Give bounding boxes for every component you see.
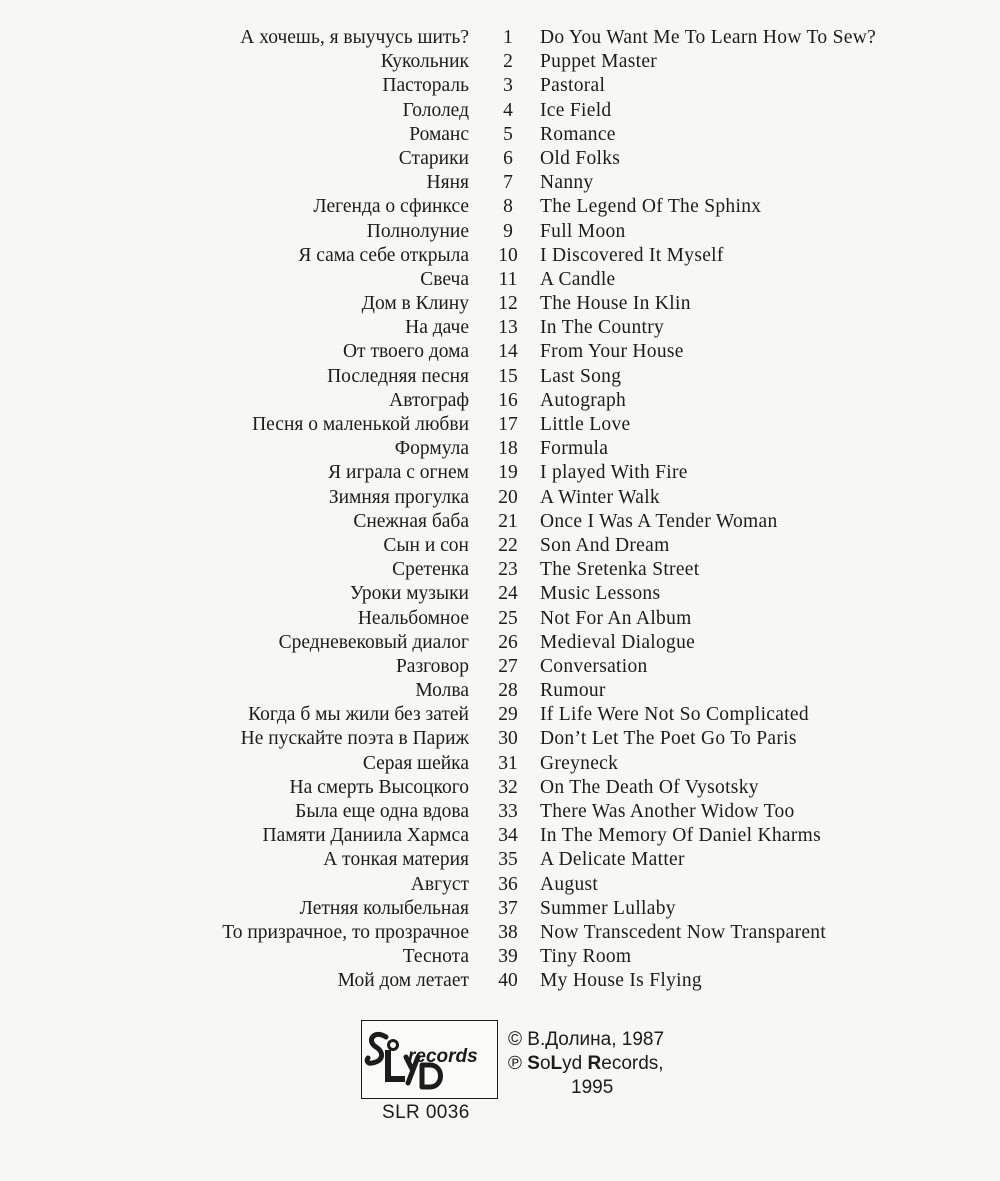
- track-row: [0, 824, 1000, 848]
- track-row: [0, 268, 1000, 292]
- track-title-en: A Delicate Matter: [540, 849, 685, 871]
- track-title-en: The Sretenka Street: [540, 559, 700, 581]
- track-title-ru: Уроки музыки: [349, 583, 469, 605]
- track-title-en: Son And Dream: [540, 534, 670, 556]
- track-title-ru: На смерть Высоцкого: [289, 776, 469, 798]
- track-title-en: August: [540, 873, 599, 895]
- track-title-ru: Сын и сон: [383, 534, 469, 556]
- track-number: 35: [498, 849, 518, 871]
- track-row: [0, 74, 1000, 98]
- solyd-logo-graphic: [362, 1021, 496, 1097]
- track-title-en: Last Song: [540, 365, 622, 387]
- track-title-ru: На даче: [405, 317, 469, 339]
- logo-records-text: records: [408, 1046, 478, 1067]
- label-name-text-ecords: ecords,: [601, 1053, 664, 1074]
- track-number: 39: [498, 946, 518, 968]
- track-title-ru: Памяти Даниила Хармса: [262, 825, 469, 847]
- track-title-ru: Когда б мы жили без затей: [248, 704, 469, 726]
- logo-s-glyph: [367, 1034, 386, 1063]
- track-number: 8: [503, 196, 513, 218]
- track-number: 13: [498, 317, 518, 339]
- label-name-bold-r: R: [587, 1053, 602, 1074]
- track-row: [0, 413, 1000, 437]
- track-row: [0, 727, 1000, 751]
- track-row: [0, 389, 1000, 413]
- track-row: [0, 365, 1000, 389]
- track-title-en: Little Love: [540, 414, 631, 435]
- track-row: [0, 558, 1000, 582]
- track-number: 38: [498, 921, 518, 943]
- track-number: 9: [503, 220, 513, 242]
- track-title-en: On The Death Of Vysotsky: [540, 776, 759, 798]
- track-number: 34: [498, 825, 518, 847]
- track-number: 1: [503, 27, 513, 48]
- copyright-block: [508, 1028, 664, 1100]
- track-row: [0, 945, 1000, 969]
- track-number: 30: [498, 728, 518, 750]
- track-title-ru: Последняя песня: [327, 365, 469, 387]
- track-title-ru: А тонкая материя: [323, 849, 469, 871]
- track-number: 21: [498, 510, 518, 532]
- catalog-number: SLR 0036: [382, 1102, 470, 1123]
- track-title-ru: Гололед: [402, 99, 469, 121]
- track-title-ru: Дом в Клину: [361, 293, 469, 315]
- track-title-en: There Was Another Widow Too: [540, 801, 795, 822]
- track-title-en: The Legend Of The Sphinx: [540, 196, 762, 218]
- track-title-en: In The Memory Of Daniel Kharms: [540, 825, 822, 847]
- track-row: [0, 607, 1000, 631]
- logo-o-glyph: [389, 1041, 398, 1050]
- track-title-en: Old Folks: [540, 147, 621, 169]
- track-row: [0, 582, 1000, 606]
- track-title-en: In The Country: [540, 317, 665, 339]
- track-number: 20: [498, 486, 518, 508]
- logo-d-glyph: [422, 1065, 441, 1087]
- track-title-en: Music Lessons: [540, 583, 661, 605]
- track-row: [0, 486, 1000, 510]
- track-number: 24: [498, 583, 518, 605]
- phonogram-year: 1995: [571, 1077, 614, 1098]
- track-title-en: Once I Was A Tender Woman: [540, 510, 778, 532]
- track-title-en: A Candle: [540, 268, 616, 290]
- track-title-ru: Мой дом летает: [337, 970, 469, 992]
- label-name-bold-l: L: [550, 1053, 563, 1074]
- track-row: [0, 461, 1000, 485]
- track-title-ru: Была еще одна вдова: [295, 801, 469, 822]
- track-title-ru: Я играла с огнем: [328, 462, 469, 484]
- track-row: [0, 873, 1000, 897]
- track-title-en: Full Moon: [540, 220, 626, 242]
- track-title-ru: Формула: [394, 438, 469, 460]
- track-title-ru: Август: [410, 873, 469, 895]
- track-title-ru: Серая шейка: [362, 752, 469, 774]
- track-title-ru: Пастораль: [382, 75, 469, 97]
- track-row: [0, 195, 1000, 219]
- track-title-ru: От твоего дома: [342, 341, 469, 363]
- track-title-en: Conversation: [540, 655, 648, 677]
- track-title-en: From Your House: [540, 341, 684, 363]
- track-title-ru: Песня о маленькой любви: [252, 414, 469, 435]
- track-number: 16: [498, 389, 518, 411]
- track-row: [0, 437, 1000, 461]
- track-row: [0, 510, 1000, 534]
- track-number: 29: [498, 704, 518, 726]
- track-row: [0, 26, 1000, 50]
- track-number: 12: [498, 293, 518, 315]
- tracklist: [0, 26, 1000, 994]
- track-row: [0, 316, 1000, 340]
- phonogram-symbol: ℗: [508, 1053, 522, 1074]
- track-title-en: Don’t Let The Poet Go To Paris: [540, 728, 797, 750]
- track-title-ru: То призрачное, то прозрачное: [222, 921, 469, 943]
- track-title-en: If Life Were Not So Complicated: [540, 704, 809, 726]
- track-title-ru: Не пускайте поэта в Париж: [240, 728, 469, 750]
- track-title-ru: Полнолуние: [366, 220, 469, 242]
- track-title-en: Tiny Room: [540, 946, 632, 968]
- track-row: [0, 655, 1000, 679]
- track-title-ru: Легенда о сфинксе: [313, 196, 469, 218]
- track-title-ru: Зимняя прогулка: [328, 486, 469, 508]
- track-title-en: I played With Fire: [540, 462, 688, 484]
- track-row: [0, 848, 1000, 872]
- label-name-bold-s: S: [527, 1053, 540, 1074]
- label-name-text-o: o: [539, 1053, 551, 1074]
- track-title-en: Medieval Dialogue: [540, 631, 696, 653]
- track-row: [0, 292, 1000, 316]
- track-row: [0, 752, 1000, 776]
- track-number: 10: [498, 244, 518, 266]
- track-row: [0, 340, 1000, 364]
- track-number: 6: [503, 147, 513, 169]
- track-row: [0, 631, 1000, 655]
- track-row: [0, 244, 1000, 268]
- track-title-en: Ice Field: [540, 99, 612, 121]
- track-number: 4: [503, 99, 513, 121]
- track-title-en: Now Transcedent Now Transparent: [540, 921, 827, 943]
- track-row: [0, 897, 1000, 921]
- track-title-en: Greyneck: [540, 752, 619, 774]
- track-number: 23: [498, 559, 518, 581]
- track-number: 5: [503, 123, 513, 145]
- track-row: [0, 99, 1000, 123]
- copyright-line: © В.Долина, 1987: [508, 1029, 665, 1050]
- track-title-ru: Летняя колыбельная: [299, 897, 469, 919]
- track-title-en: Pastoral: [540, 75, 606, 97]
- track-title-ru: Романс: [409, 123, 469, 145]
- track-number: 11: [498, 268, 518, 290]
- track-number: 22: [498, 534, 518, 556]
- track-title-en: Formula: [540, 438, 609, 460]
- track-row: [0, 703, 1000, 727]
- track-title-ru: Автограф: [389, 389, 469, 411]
- track-number: 27: [498, 655, 518, 677]
- track-title-ru: Разговор: [395, 655, 469, 677]
- track-title-en: I Discovered It Myself: [540, 244, 724, 266]
- track-number: 31: [498, 752, 518, 774]
- track-title-en: My House Is Flying: [540, 970, 702, 992]
- track-title-ru: Я сама себе открыла: [298, 244, 469, 266]
- track-row: [0, 969, 1000, 993]
- track-number: 26: [498, 631, 518, 653]
- track-title-ru: Кукольник: [380, 51, 469, 73]
- track-number: 28: [498, 680, 518, 702]
- track-number: 40: [498, 970, 518, 992]
- track-number: 3: [503, 75, 513, 97]
- track-row: [0, 679, 1000, 703]
- track-title-ru: Средневековый диалог: [278, 631, 469, 653]
- track-row: [0, 776, 1000, 800]
- track-row: [0, 921, 1000, 945]
- logo-l-glyph: [388, 1053, 402, 1079]
- track-number: 2: [503, 51, 513, 73]
- track-row: [0, 147, 1000, 171]
- track-number: 19: [498, 462, 518, 484]
- track-title-en: Nanny: [540, 172, 594, 194]
- track-number: 32: [498, 776, 518, 798]
- track-number: 37: [498, 897, 518, 919]
- track-number: 15: [498, 365, 518, 387]
- track-title-en: Puppet Master: [540, 51, 658, 73]
- phonogram-line: [508, 1052, 664, 1076]
- track-row: [0, 123, 1000, 147]
- track-row: [0, 800, 1000, 824]
- track-title-en: Do You Want Me To Learn How To Sew?: [540, 27, 877, 48]
- track-title-ru: Неальбомное: [357, 607, 469, 629]
- track-row: [0, 50, 1000, 74]
- track-title-ru: Старики: [398, 147, 469, 169]
- solyd-records-logo: [361, 1020, 498, 1099]
- track-number: 18: [498, 438, 518, 460]
- track-number: 14: [498, 341, 518, 363]
- track-number: 25: [498, 607, 518, 629]
- track-title-en: A Winter Walk: [540, 486, 660, 508]
- track-title-ru: Молва: [415, 680, 469, 702]
- track-title-ru: Свеча: [420, 268, 469, 290]
- track-title-ru: Снежная баба: [353, 510, 469, 532]
- track-title-en: The House In Klin: [540, 293, 691, 315]
- track-number: 33: [498, 801, 518, 822]
- track-title-en: Rumour: [540, 680, 606, 702]
- track-title-ru: Няня: [426, 172, 469, 194]
- track-row: [0, 171, 1000, 195]
- track-number: 7: [503, 172, 513, 194]
- track-title-en: Romance: [540, 123, 616, 145]
- track-number: 36: [498, 873, 518, 895]
- track-row: [0, 534, 1000, 558]
- label-name-text-yd: yd: [562, 1053, 588, 1074]
- track-title-en: Autograph: [540, 389, 627, 411]
- track-title-ru: А хочешь, я выучусь шить?: [240, 27, 469, 48]
- track-number: 17: [498, 414, 518, 435]
- track-title-ru: Теснота: [402, 946, 469, 968]
- track-title-en: Not For An Album: [540, 607, 692, 629]
- track-row: [0, 220, 1000, 244]
- track-title-en: Summer Lullaby: [540, 897, 676, 919]
- track-title-ru: Сретенка: [392, 559, 469, 581]
